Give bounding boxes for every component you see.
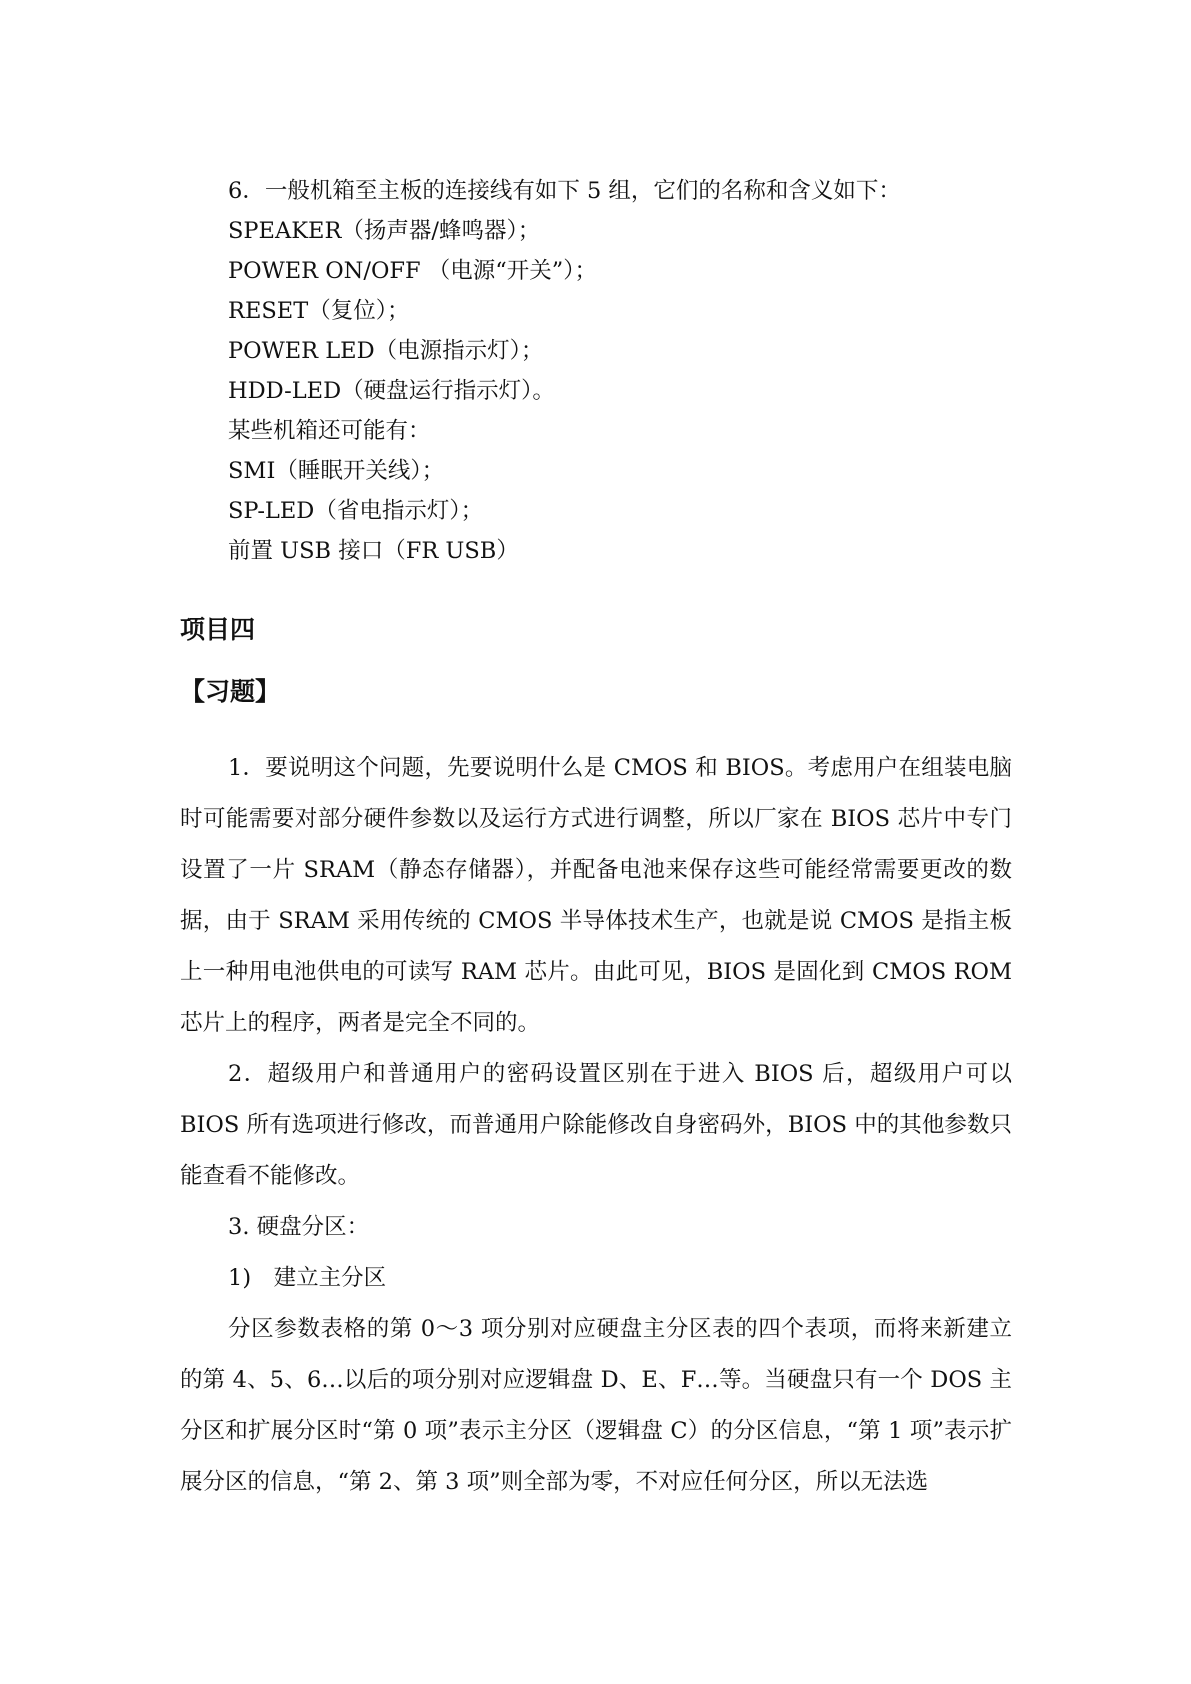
paragraph-4: 分区参数表格的第 0～3 项分别对应硬盘主分区表的四个表项，而将来新建立的第 4、5、6…以后的项分别对应逻辑盘 D、E、F…等。当硬盘只有一个 DOS 主分区和扩展分区时“第 0 项”表示主分区（逻辑盘 C）的分区信息，“第 1 项”表示扩展分区的信息，“第 2、第 3 项”则全部为零，不对应任何分区，所以无法选 <box>180 1316 1012 1495</box>
list-item: SP-LED（省电指示灯）； <box>228 498 484 524</box>
list-item: POWER LED（电源指示灯）； <box>228 338 544 364</box>
list-intro: 6．一般机箱至主板的连接线有如下 5 组，它们的名称和含义如下： <box>228 178 901 204</box>
list-item: 前置 USB 接口（FR USB） <box>228 538 519 564</box>
list-item: SMI（睡眠开关线）； <box>228 458 445 484</box>
section-subtitle: 【习题】 <box>180 677 281 706</box>
paragraph-3-label: 3. 硬盘分区： <box>228 1214 370 1240</box>
section-title: 项目四 <box>180 615 256 644</box>
paragraph-2: 2．超级用户和普通用户的密码设置区别在于进入 BIOS 后，超级用户可以 BIOS 所有选项进行修改，而普通用户除能修改自身密码外，BIOS 中的其他参数只能查看不能修改。 <box>180 1061 1012 1189</box>
list-item: 某些机箱还可能有： <box>228 418 431 444</box>
paragraph-3-subitem: 1) 建立主分区 <box>228 1265 387 1291</box>
list-item: HDD-LED（硬盘运行指示灯）。 <box>228 378 555 404</box>
paragraph-1: 1．要说明这个问题，先要说明什么是 CMOS 和 BIOS。考虑用户在组装电脑时可能需要对部分硬件参数以及运行方式进行调整，所以厂家在 BIOS 芯片中专门设置了一片 SRAM（静态存储器），并配备电池来保存这些可能经常需要更改的数据，由于 SRAM 采用传统的 CMOS 半导体技术生产，也就是说 CMOS 是指主板上一种用电池供电的可读写 RAM 芯片。由此可见，BIOS 是固化到 CMOS ROM 芯片上的程序，两者是完全不同的。 <box>180 755 1012 1036</box>
list-item: RESET（复位）； <box>228 298 410 324</box>
list-item: SPEAKER（扬声器/蜂鸣器）； <box>228 218 541 244</box>
list-item: POWER ON/OFF （电源“开关”）； <box>228 258 598 284</box>
